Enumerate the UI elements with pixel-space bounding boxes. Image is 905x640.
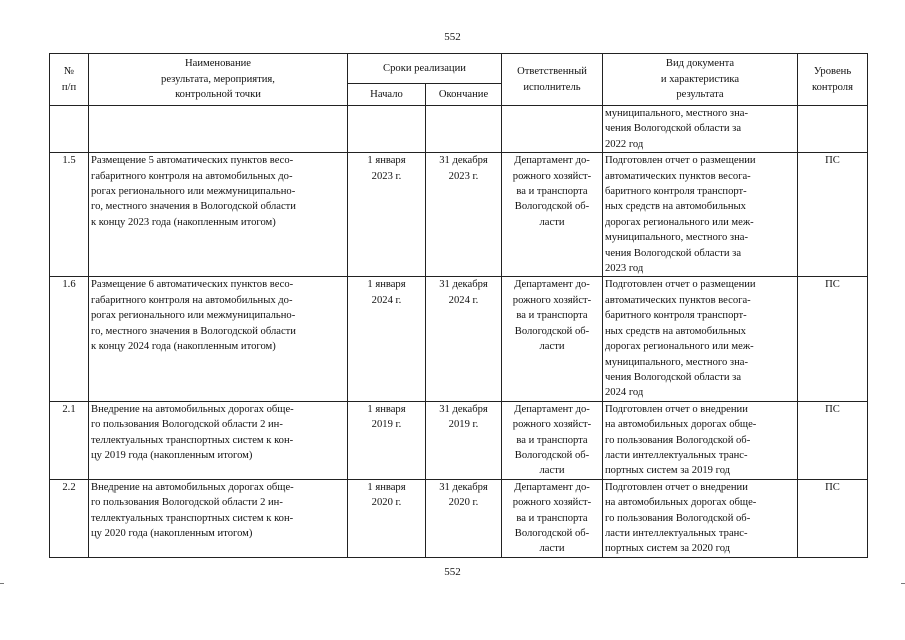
header-name: Наименование результата, мероприятия, контрольной точки	[89, 54, 348, 106]
cell-end: 31 декабря 2023 г.	[426, 153, 502, 277]
page-number-top: 552	[444, 31, 461, 43]
page-number-bottom: 552	[444, 566, 461, 578]
table-row	[50, 277, 868, 401]
cell-name: Размещение 6 автоматических пунктов весо- габаритного контроля на автомобильных до- рогах регионального или межмуниципально- го, местного значения в Вологодской области к концу 2024 года (накопленным итогом)	[89, 277, 348, 401]
table-row	[50, 153, 868, 277]
cell-executor: Департамент до- рожного хозяйст- ва и транспорта Вологодской об- ласти	[502, 401, 603, 479]
cell-num: 2.2	[50, 479, 89, 557]
cell-end	[426, 106, 502, 153]
header-doc: Вид документа и характеристика результата	[603, 54, 798, 106]
cell-start: 1 января 2019 г.	[348, 401, 426, 479]
cell-doc: Подготовлен отчет о размещении автоматических пунктов весога- баритного контроля транспорт- ных средств на автомобильных дорогах регионального или меж- муниципального, местного зна- чения Вологодской области за 2024 год	[603, 277, 798, 401]
header-num: № п/п	[50, 54, 89, 106]
cell-name: Внедрение на автомобильных дорогах обще- го пользования Вологодской области 2 ин- теллектуальных транспортных систем к кон- цу 2020 года (накопленным итогом)	[89, 479, 348, 557]
cell-num: 1.6	[50, 277, 89, 401]
header-start: Начало	[348, 84, 426, 106]
header-executor: Ответственный исполнитель	[502, 54, 603, 106]
table-row	[50, 479, 868, 557]
cell-start: 1 января 2020 г.	[348, 479, 426, 557]
cell-level: ПС	[798, 277, 868, 401]
cell-name: Размещение 5 автоматических пунктов весо- габаритного контроля на автомобильных до- рогах регионального или межмуниципально- го, местного значения в Вологодской области к концу 2023 года (накопленным итогом)	[89, 153, 348, 277]
cell-executor: Департамент до- рожного хозяйст- ва и транспорта Вологодской об- ласти	[502, 479, 603, 557]
cell-executor: Департамент до- рожного хозяйст- ва и транспорта Вологодской об- ласти	[502, 153, 603, 277]
table-row-continuation	[50, 106, 868, 153]
header-level: Уровень контроля	[798, 54, 868, 106]
cell-end: 31 декабря 2019 г.	[426, 401, 502, 479]
cell-executor: Департамент до- рожного хозяйст- ва и транспорта Вологодской об- ласти	[502, 277, 603, 401]
cell-num: 2.1	[50, 401, 89, 479]
cell-end: 31 декабря 2020 г.	[426, 479, 502, 557]
results-table	[49, 53, 868, 558]
cell-doc: Подготовлен отчет о внедрении на автомобильных дорогах обще- го пользования Вологодской об- ласти интеллектуальных транс- портных систем за 2020 год	[603, 479, 798, 557]
cell-doc: муниципального, местного зна- чения Вологодской области за 2022 год	[603, 106, 798, 153]
cell-level: ПС	[798, 401, 868, 479]
cell-num	[50, 106, 89, 153]
cell-name	[89, 106, 348, 153]
cell-level: ПС	[798, 479, 868, 557]
cell-num: 1.5	[50, 153, 89, 277]
cell-level	[798, 106, 868, 153]
cell-start: 1 января 2023 г.	[348, 153, 426, 277]
cell-end: 31 декабря 2024 г.	[426, 277, 502, 401]
cell-level: ПС	[798, 153, 868, 277]
cell-name: Внедрение на автомобильных дорогах обще- го пользования Вологодской области 2 ин- теллектуальных транспортных систем к кон- цу 2019 года (накопленным итогом)	[89, 401, 348, 479]
cell-start	[348, 106, 426, 153]
cell-executor	[502, 106, 603, 153]
page-edge-mark-right	[901, 583, 905, 584]
cell-start: 1 января 2024 г.	[348, 277, 426, 401]
page-edge-mark-left	[0, 583, 4, 584]
cell-doc: Подготовлен отчет о размещении автоматических пунктов весога- баритного контроля транспорт- ных средств на автомобильных дорогах регионального или меж- муниципального, местного зна- чения Вологодской области за 2023 год	[603, 153, 798, 277]
table-header-row	[50, 54, 868, 84]
header-terms: Сроки реализации	[348, 54, 502, 84]
header-end: Окончание	[426, 84, 502, 106]
table-row	[50, 401, 868, 479]
cell-doc: Подготовлен отчет о внедрении на автомобильных дорогах обще- го пользования Вологодской об- ласти интеллектуальных транс- портных систем за 2019 год	[603, 401, 798, 479]
